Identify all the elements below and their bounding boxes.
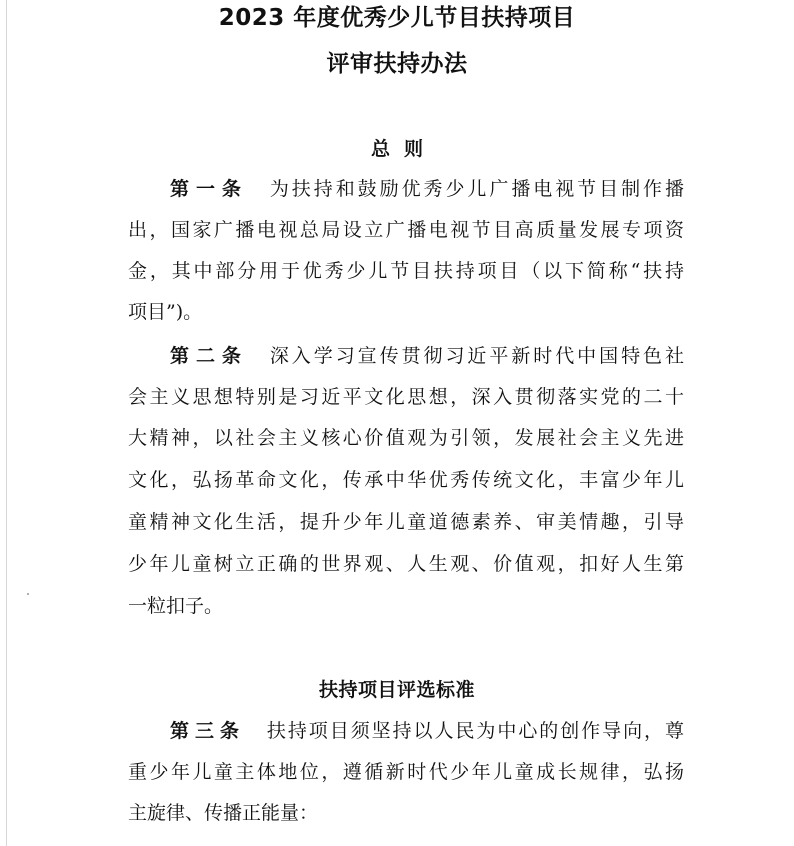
article-2-line-7: 一粒扣子。 [128,595,224,617]
article-1-text-1: 为扶持和鼓励优秀少儿广播电视节目制作播 [269,178,684,200]
article-3-label: 第三条 [170,720,245,742]
page-edge-divider [6,0,7,846]
section-heading-criteria: 扶持项目评选标准 [318,679,475,701]
document-title-line-2: 评审扶持办法 [326,51,468,77]
article-2-label: 第二条 [170,345,248,367]
margin-speck [27,593,29,595]
document-title-line-1: 2023 年度优秀少儿节目扶持项目 [218,5,576,31]
article-1-line-2: 出，国家广播电视总局设立广播电视节目高质量发展专项资 [128,219,684,241]
article-2-line-5: 童精神文化生活，提升少年儿童道德素养、审美情趣，引导 [128,511,684,533]
article-3-line-1 [170,718,684,744]
article-1-line-4: 项目”)。 [128,301,203,323]
article-2-line-3: 大精神，以社会主义核心价值观为引领，发展社会主义先进 [128,427,684,449]
article-2-line-6: 少年儿童树立正确的世界观、人生观、价值观，扣好人生第 [128,553,684,575]
article-1-line-1 [170,176,684,202]
article-2-text-1: 深入学习宣传贯彻习近平新时代中国特色社 [269,345,684,367]
article-1-line-3: 金，其中部分用于优秀少儿节目扶持项目（以下简称“扶持 [128,260,684,282]
section-heading-general: 总则 [370,138,437,160]
article-2-line-4: 文化，弘扬革命文化，传承中华优秀传统文化，丰富少年儿 [128,469,684,491]
article-3-line-2: 重少年儿童主体地位，遵循新时代少年儿童成长规律，弘扬 [128,761,684,783]
article-1-label: 第一条 [170,178,248,200]
article-3-text-1: 扶持项目须坚持以人民为中心的创作导向，尊 [266,720,684,742]
article-3-line-3: 主旋律、传播正能量： [128,802,319,824]
article-2-line-2: 会主义思想特别是习近平文化思想，深入贯彻落实党的二十 [128,386,684,408]
article-2-line-1 [170,343,684,369]
